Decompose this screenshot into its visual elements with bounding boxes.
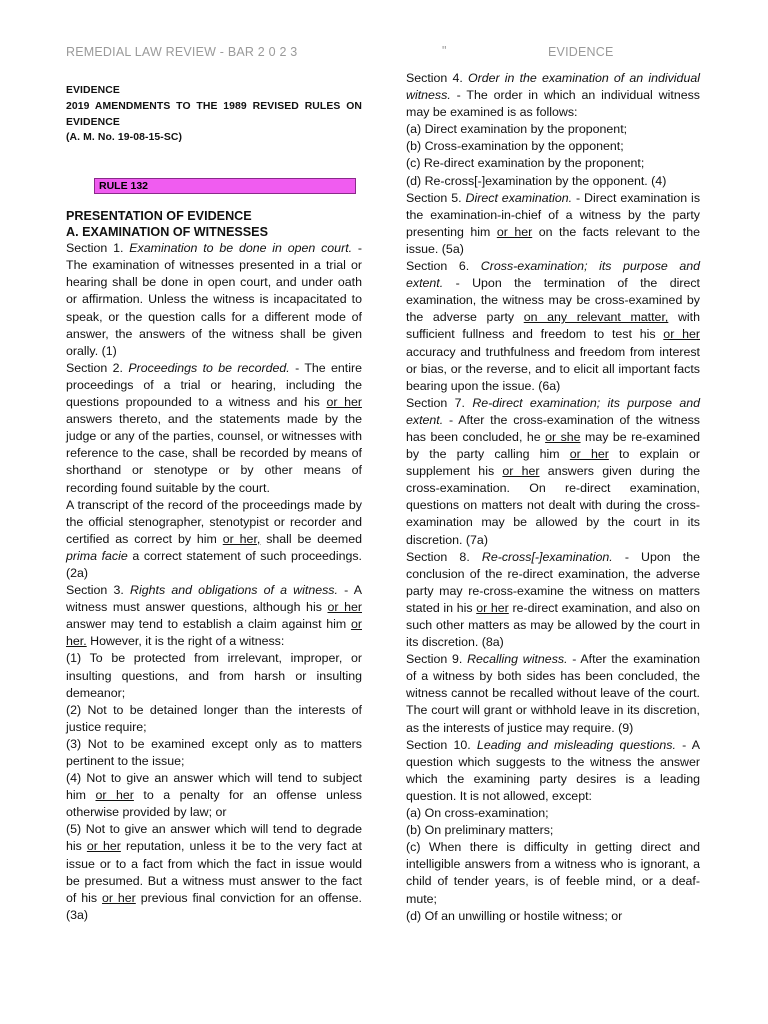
section-10-item-c: (c) When there is difficulty in getting direct and intelligible answers from a witness who is ignorant, a child of tender years, is of feeble mind, or a deaf-mute; <box>406 840 700 906</box>
right-column <box>406 70 700 925</box>
section-6: Section 6. Cross-examination; its purpose and extent. - Upon the termination of the direct examination, the witness may be cross-examined by the adverse party on any relevant matter, with sufficient fullness and freedom to test his or her accuracy and truthfulness and freedom from interest or bias, or the reverse, and to elicit all important facts bearing upon the issue. (6a) <box>406 259 701 393</box>
rule-label: RULE 132 <box>94 178 356 194</box>
header-right: EVIDENCE <box>548 45 614 59</box>
section-2: Section 2. Proceedings to be recorded. - The entire proceedings of a trial or hearing, including the questions propounded to a witness and his or her answers thereto, and the statements made by the judge or any of the parties, counsel, or witnesses with reference to the case, shall be recorded by means of shorthand or stenotype or by other means of recording found suitable by the court. <box>66 360 363 495</box>
section-5: Section 5. Direct examination. - Direct examination is the examination-in-chief of a witness by the party presenting him or her on the facts relevant to the issue. (5a) <box>406 190 701 256</box>
section-10-item-d: (d) Of an unwilling or hostile witness; or <box>406 908 623 923</box>
title-line-1: EVIDENCE <box>66 85 120 96</box>
section-3-item-5: (5) Not to give an answer which will tend to degrade his or her reputation, unless it be to the very fact at issue or to a fact from which the fact in issue would be presumed. But a witness must answer to the fact of his or her previous final conviction for an offense. (3a) <box>66 822 362 922</box>
section-3-item-2: (2) Not to be detained longer than the interests of justice require; <box>66 702 362 734</box>
left-column <box>66 83 362 924</box>
section-4-item-d: (d) Re-cross[-]examination by the opponent. (4) <box>406 173 667 188</box>
section-10-item-a: (a) On cross-examination; <box>406 806 549 821</box>
section-9: Section 9. Recalling witness. - After the examination of a witness by both sides has been concluded, the witness cannot be recalled without leave of the court. The court will grant or withhold leave in its discretion, as the interests of justice may require. (9) <box>406 652 700 735</box>
heading-presentation: PRESENTATION OF EVIDENCE <box>66 209 252 224</box>
section-3-item-4: (4) Not to give an answer which will tend to subject him or her to a penalty for an offense unless otherwise provided by law; or <box>66 771 362 820</box>
section-4-item-c: (c) Re-direct examination by the proponent; <box>406 156 645 171</box>
section-10-item-b: (b) On preliminary matters; <box>406 823 554 838</box>
title-line-3: (A. M. No. 19-08-15-SC) <box>66 132 183 144</box>
section-3-item-1: (1) To be protected from irrelevant, improper, or insulting questions, and from harsh or insulting demeanor; <box>66 651 362 700</box>
section-3: Section 3. Rights and obligations of a witness. - A witness must answer questions, although his or her answer may tend to establish a claim against him or her. However, it is the right of a witness: <box>66 583 362 649</box>
section-2-transcript: A transcript of the record of the proceedings made by the official stenographer, stenotypist or recorder and certified as correct by him or her, shall be deemed prima facie a correct statement of such proceedings. (2a) <box>66 497 362 580</box>
section-4-item-a: (a) Direct examination by the proponent; <box>406 122 628 137</box>
header-mark: " <box>442 44 447 58</box>
header-left: REMEDIAL LAW REVIEW - BAR 2 0 2 3 <box>66 45 298 59</box>
section-3-item-3: (3) Not to be examined except only as to matters pertinent to the issue; <box>66 736 362 768</box>
section-1: Section 1. Examination to be done in open court. - The examination of witnesses presented in a trial or hearing shall be done in open court, and under oath or affirmation. Unless the witness is incapacitated to speak, or the question calls for a different mode of answer, the answers of the witness shall be given orally. (1) <box>66 241 362 358</box>
section-4-item-b: (b) Cross-examination by the opponent; <box>406 139 624 154</box>
title-line-2: 2019 AMENDMENTS TO THE 1989 REVISED RULES ON EVIDENCE <box>66 100 362 128</box>
section-7: Section 7. Re-direct examination; its purpose and extent. - After the cross-examination of the witness has been concluded, he or she may be re-examined by the party calling him or her to explain or supplement his or her answers given during the cross-examination. On re-direct examination, questions on matters not dealt with during the cross-examination may be allowed by the court in its discretion. (7a) <box>406 395 701 547</box>
title-block <box>66 83 362 146</box>
heading-examination: A. EXAMINATION OF WITNESSES <box>66 225 268 240</box>
section-10: Section 10. Leading and misleading questions. - A question which suggests to the witness the answer which the examining party desires is a leading question. It is not allowed, except: <box>406 737 700 803</box>
section-4: Section 4. Order in the examination of an individual witness. - The order in which an individual witness may be examined is as follows: <box>406 71 700 120</box>
section-8: Section 8. Re-cross[-]examination. - Upon the conclusion of the re-direct examination, the adverse party may re-cross-examine the witness on matters stated in his or her re-direct examination, and also on such other matters as may be allowed by the court in its discretion. (8a) <box>406 549 700 650</box>
